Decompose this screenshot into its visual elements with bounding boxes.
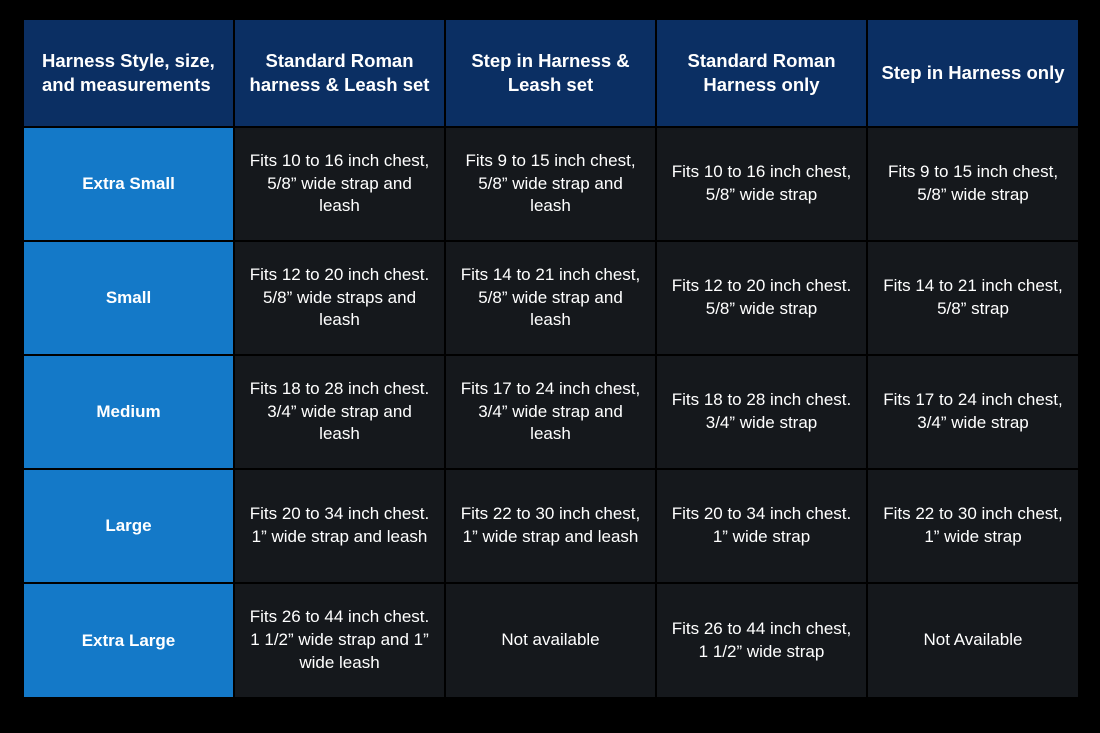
cell-xl-stepin-only: Not Available [867, 583, 1079, 698]
cell-l-roman-only: Fits 20 to 34 inch chest. 1” wide strap [656, 469, 867, 583]
cell-xs-roman-set: Fits 10 to 16 inch chest, 5/8” wide strap and leash [234, 127, 445, 241]
header-row [23, 19, 1079, 127]
cell-xs-stepin-set: Fits 9 to 15 inch chest, 5/8” wide strap and leash [445, 127, 656, 241]
cell-m-roman-set: Fits 18 to 28 inch chest. 3/4” wide strap and leash [234, 355, 445, 469]
table-row [23, 127, 1079, 241]
size-label-medium: Medium [23, 355, 234, 469]
size-label-small: Small [23, 241, 234, 355]
size-label-extra-large: Extra Large [23, 583, 234, 698]
column-header-roman-harness-only: Standard Roman Harness only [656, 19, 867, 127]
cell-m-stepin-only: Fits 17 to 24 inch chest, 3/4” wide strap [867, 355, 1079, 469]
cell-l-roman-set: Fits 20 to 34 inch chest. 1” wide strap and leash [234, 469, 445, 583]
cell-xl-stepin-set: Not available [445, 583, 656, 698]
column-header-roman-harness-leash-set: Standard Roman harness & Leash set [234, 19, 445, 127]
table-row [23, 241, 1079, 355]
table-row [23, 583, 1079, 698]
cell-s-stepin-only: Fits 14 to 21 inch chest, 5/8” strap [867, 241, 1079, 355]
column-header-style-size: Harness Style, size, and measurements [23, 19, 234, 127]
size-label-large: Large [23, 469, 234, 583]
table-row [23, 355, 1079, 469]
cell-s-roman-only: Fits 12 to 20 inch chest. 5/8” wide strap [656, 241, 867, 355]
column-header-step-in-harness-leash-set: Step in Harness & Leash set [445, 19, 656, 127]
cell-s-stepin-set: Fits 14 to 21 inch chest, 5/8” wide strap and leash [445, 241, 656, 355]
table-header [23, 19, 1079, 127]
cell-s-roman-set: Fits 12 to 20 inch chest. 5/8” wide straps and leash [234, 241, 445, 355]
cell-m-stepin-set: Fits 17 to 24 inch chest, 3/4” wide strap and leash [445, 355, 656, 469]
cell-xs-roman-only: Fits 10 to 16 inch chest, 5/8” wide strap [656, 127, 867, 241]
table-row [23, 469, 1079, 583]
column-header-step-in-harness-only: Step in Harness only [867, 19, 1079, 127]
cell-xl-roman-only: Fits 26 to 44 inch chest, 1 1/2” wide strap [656, 583, 867, 698]
cell-xs-stepin-only: Fits 9 to 15 inch chest, 5/8” wide strap [867, 127, 1079, 241]
cell-l-stepin-only: Fits 22 to 30 inch chest, 1” wide strap [867, 469, 1079, 583]
cell-l-stepin-set: Fits 22 to 30 inch chest, 1” wide strap and leash [445, 469, 656, 583]
harness-size-chart-table [22, 18, 1080, 699]
cell-m-roman-only: Fits 18 to 28 inch chest. 3/4” wide strap [656, 355, 867, 469]
cell-xl-roman-set: Fits 26 to 44 inch chest. 1 1/2” wide strap and 1” wide leash [234, 583, 445, 698]
size-label-extra-small: Extra Small [23, 127, 234, 241]
table-body [23, 127, 1079, 698]
